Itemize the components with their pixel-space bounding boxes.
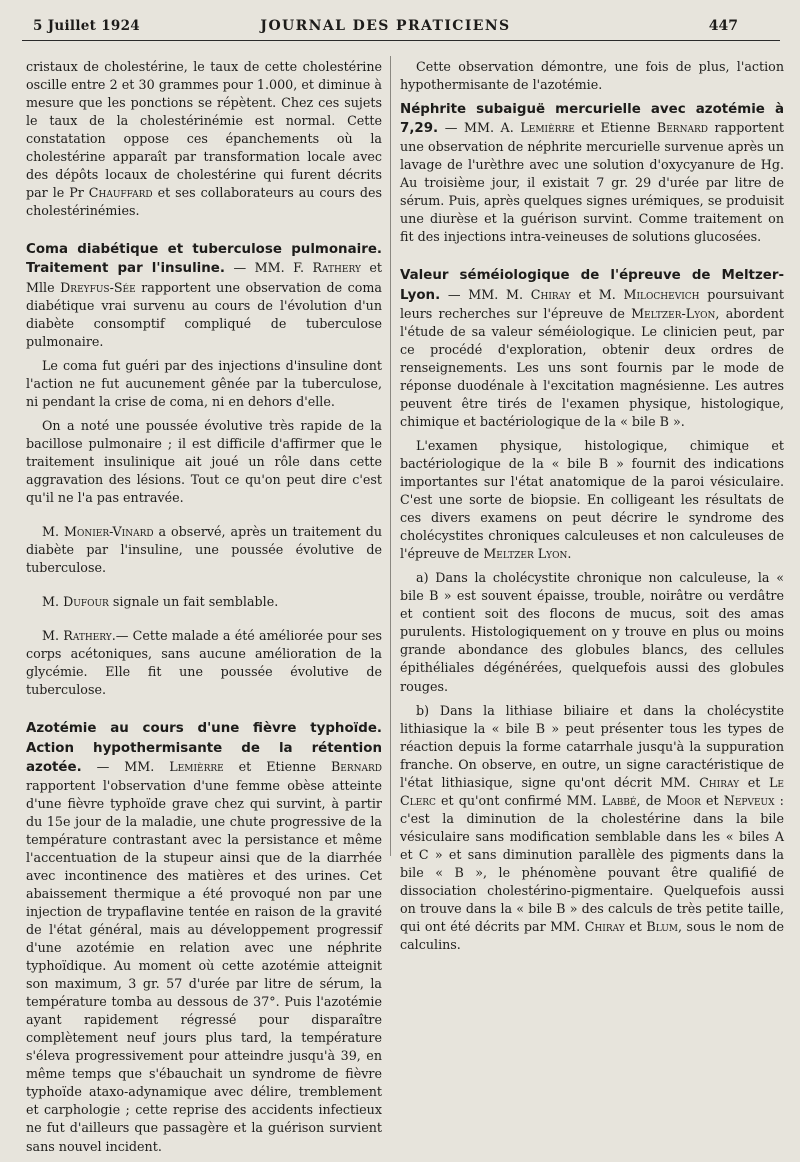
article-coma [26,240,382,350]
author-name: Milochevich [623,286,700,302]
left-column [26,58,382,1162]
text-run: et Etienne [581,120,651,136]
header-rule [22,40,780,41]
text-run: rapportent l'observation d'une femme obèse atteinte d'une fièvre typhoïde grave chez qui survint, à partir du 15e jour de la maladie, une chute progressive de la température contrastant avec la persistance et même l'accentuation de la stupeur ainsi que de la diarrhée avec incontinence des matières et des urines. Cet abaissement thermique a été provoqué non par une injection de trypaflavine tentée en raison de la gravité de l'état général, mais au développement progressif d'une azotémie en relation avec une néphrite typhoïdique. Au moment où cette azotémie atteignit son maximum, 3 gr. 57 d'urée par litre de sérum, la température tomba au dessous de 37°. Puis l'azotémie ayant rapidement régressé pour disparaître complètement neuf jours plus tard, la température s'éleva progressivement pour atteindre jusqu'à 39, en même temps que s'ébauchait un syndrome de fièvre typhoïde ataxo-adynamique avec délire, tremblement et carphologie ; cette reprise des accidents infectieux ne fut d'ailleurs que passagère et la guérison survient sans nouvel incident. [26,777,382,1154]
paragraph-monier [26,523,382,577]
paragraph-b [400,702,784,955]
text-run: et Etienne [238,758,316,774]
text-run: : c'est la diminution de la cholestérine dans la bile vésiculaire sans modification semblable dans les « biles A et C » et sans diminution parallèle des pigments dans la bile « B », le phénomène pouvant être qualifié de dissociation cholestérino-pigmentaire. Quelquefois aussi on trouve dans la « bile B » des calculs de très petite taille, qui ont été décrits par MM. [400,792,784,935]
author-name: Rathery. [63,628,116,644]
text-run: — MM. [96,758,155,774]
text-run: cristaux de cholestérine, le taux de cette cholestérine oscille entre 2 et 30 grammes pour 1.000, et diminue à mesure que les ponctions se répètent. Chez ces sujets le taux de la cholestérinémie est normal. Cette constatation oppose ces épanchements où la cholestérine apparaît par transformation locale avec des dépôts locaux de cholestérine qui furent décrits par le Pr [26,59,382,201]
article-heading: Valeur séméiologique de l'épreuve de Meltzer-Lyon. [400,268,784,303]
text-run: — MM. A. [444,120,514,136]
author-name: Moor [666,792,701,808]
text-run: M. [42,524,60,540]
author-name: Le Clerc [400,774,784,808]
page-number: 447 [708,18,738,34]
text-run: L'examen physique, histologique, chimique et bactériologique de la « bile B » fournit des indications importantes sur l'état anatomique de la paroi vésiculaire. C'est une sorte de biopsie. En colligeant les résultats de ces divers examens on peut décrire le syndrome des cholécystites chroniques calculeuses et non calculeuses de l'épreuve de [400,437,784,562]
article-heading: Coma diabétique et tuberculose pulmonaire. Traitement par l'insuline. [26,242,382,277]
text-run: et [706,792,719,808]
journal-title: JOURNAL DES PRATICIENS [260,18,511,34]
text-run: et [747,774,761,790]
author-name: Dreyfus-Sée [60,279,136,295]
author-name: Monier-Vinard [63,524,154,540]
text-run: poursuivant leurs recherches sur l'épreuve de [400,286,784,321]
text-run: et [629,919,642,935]
author-name: Meltzer-Lyon, [631,305,720,321]
text-run: — MM. F. [233,260,304,276]
text-run: signale un fait semblable. [112,594,279,610]
text-run: et qu'ont confirmé MM. [441,792,597,808]
article-nephrite [400,100,784,246]
text-run: rapportent une observation de néphrite mercurielle survenue après un lavage de l'urèthre avec une solution d'oxycyanure de Hg. Au troisième jour, il existait 7 gr. 29 d'urée par litre de sérum. Puis, après quelques signes urémiques, se produisit une diurèse et la guérison survint. Comme traitement on fit des injections intra-veineuses de solutions glucosées. [400,120,784,245]
article-azotemie [26,719,382,1155]
author-name: Nepveux [723,792,775,808]
right-column [400,58,784,960]
paragraph-coma-3: On a noté une poussée évolutive très rapide de la bacillose pulmonaire ; il est difficile d'affirmer que le traitement insulinique ait joué un rôle dans cette aggravation des lésions. Tout ce qu'on peut dire c'est qu'il ne l'a pas entravée. [26,417,382,506]
text-run: , sous le nom de calculins. [400,919,784,953]
author-name: Bernard [330,758,382,774]
article-meltzer-lyon [400,266,784,430]
author-name: Blum [646,919,678,935]
text-run: M. [42,628,60,644]
page-header [33,18,738,40]
author-name: Dufour [63,594,109,610]
paragraph-observation: Cette observation démontre, une fois de plus, l'action hypothermisante de l'azotémie. [400,59,784,93]
author-name: Chiray [584,919,625,935]
text-run: , de [636,792,662,808]
author-name: Chiray [530,286,571,302]
text-run: abordent l'étude de sa valeur séméiologique. Le clinicien peut, par ce procédé d'exploration, obtenir deux ordres de renseignements. Les uns sont fournis par le mode de réponse duodénale à l'excitation magnésienne. Les autres peuvent être tirés de l'examen physique, histologique, chimique et bactériologique de la « bile B ». [400,305,784,429]
author-name: Meltzer Lyon. [483,546,572,562]
text-run: M. [42,594,60,610]
text-run: et M. [578,286,616,302]
author-name: Lemièrre [520,120,575,136]
author-name: Rathery [312,260,361,276]
text-run: — MM. M. [447,286,524,302]
text-run: et ses collaborateurs au cours des cholestérinémies. [26,185,382,219]
paragraph-dufour [26,593,382,611]
header-date: 5 Juillet 1924 [33,18,140,34]
paragraph-rathery [26,627,382,699]
text-run: b) Dans la lithiase biliaire et dans la cholécystite lithiasique la « bile B » peut présenter tous les types de réaction depuis la forme catarrhale jusqu'à la suppuration franche. On observe, en outre, un signe caractéristique de l'état lithiasique, signe qu'ont décrit MM. [400,702,784,790]
text-run: et Mlle [26,260,382,295]
article-heading: Azotémie au cours d'une fièvre typhoïde. Action hypothermisante de la rétention azotée. [26,721,382,775]
paragraph-coma-2: Le coma fut guéri par des injections d'insuline dont l'action ne fut aucunement gênée par la tuberculose, ni pendant la crise de coma, ni en dehors d'elle. [26,357,382,409]
author-name: Chiray [699,774,740,790]
author-name: Chauffard [88,185,153,201]
author-name: Lemièrre [169,758,224,774]
text-run: a observé, après un traitement du diabète par l'insuline, une poussée évolutive de tuberculose. [26,524,382,576]
text-run: — Cette malade a été améliorée pour ses corps acétoniques, sans aucune amélioration de la glycémie. Elle fit une poussée évolutive de tuberculose. [26,628,382,698]
paragraph-cholesterine [26,58,382,220]
text-run: rapportent une observation de coma diabétique vrai survenu au cours de l'évolution d'un diabète consomptif compliqué de tuberculose pulmonaire. [26,279,382,349]
author-name: Bernard [656,120,708,136]
column-divider [390,56,391,856]
article-heading: Néphrite subaiguë mercurielle avec azotémie à 7,29. [400,102,784,137]
author-name: Labbé [601,792,637,808]
paragraph-a: a) Dans la cholécystite chronique non calculeuse, la « bile B » est souvent épaisse, trouble, noirâtre ou verdâtre et contient soit des flocons de mucus, soit des amas purulents. Histologiquement on y trouve en plus ou moins grande abondance des globules blancs, des cellules épithéliales dégénérées, quelquefois aussi des globules rouges. [400,570,784,694]
paragraph-examen [400,437,784,563]
